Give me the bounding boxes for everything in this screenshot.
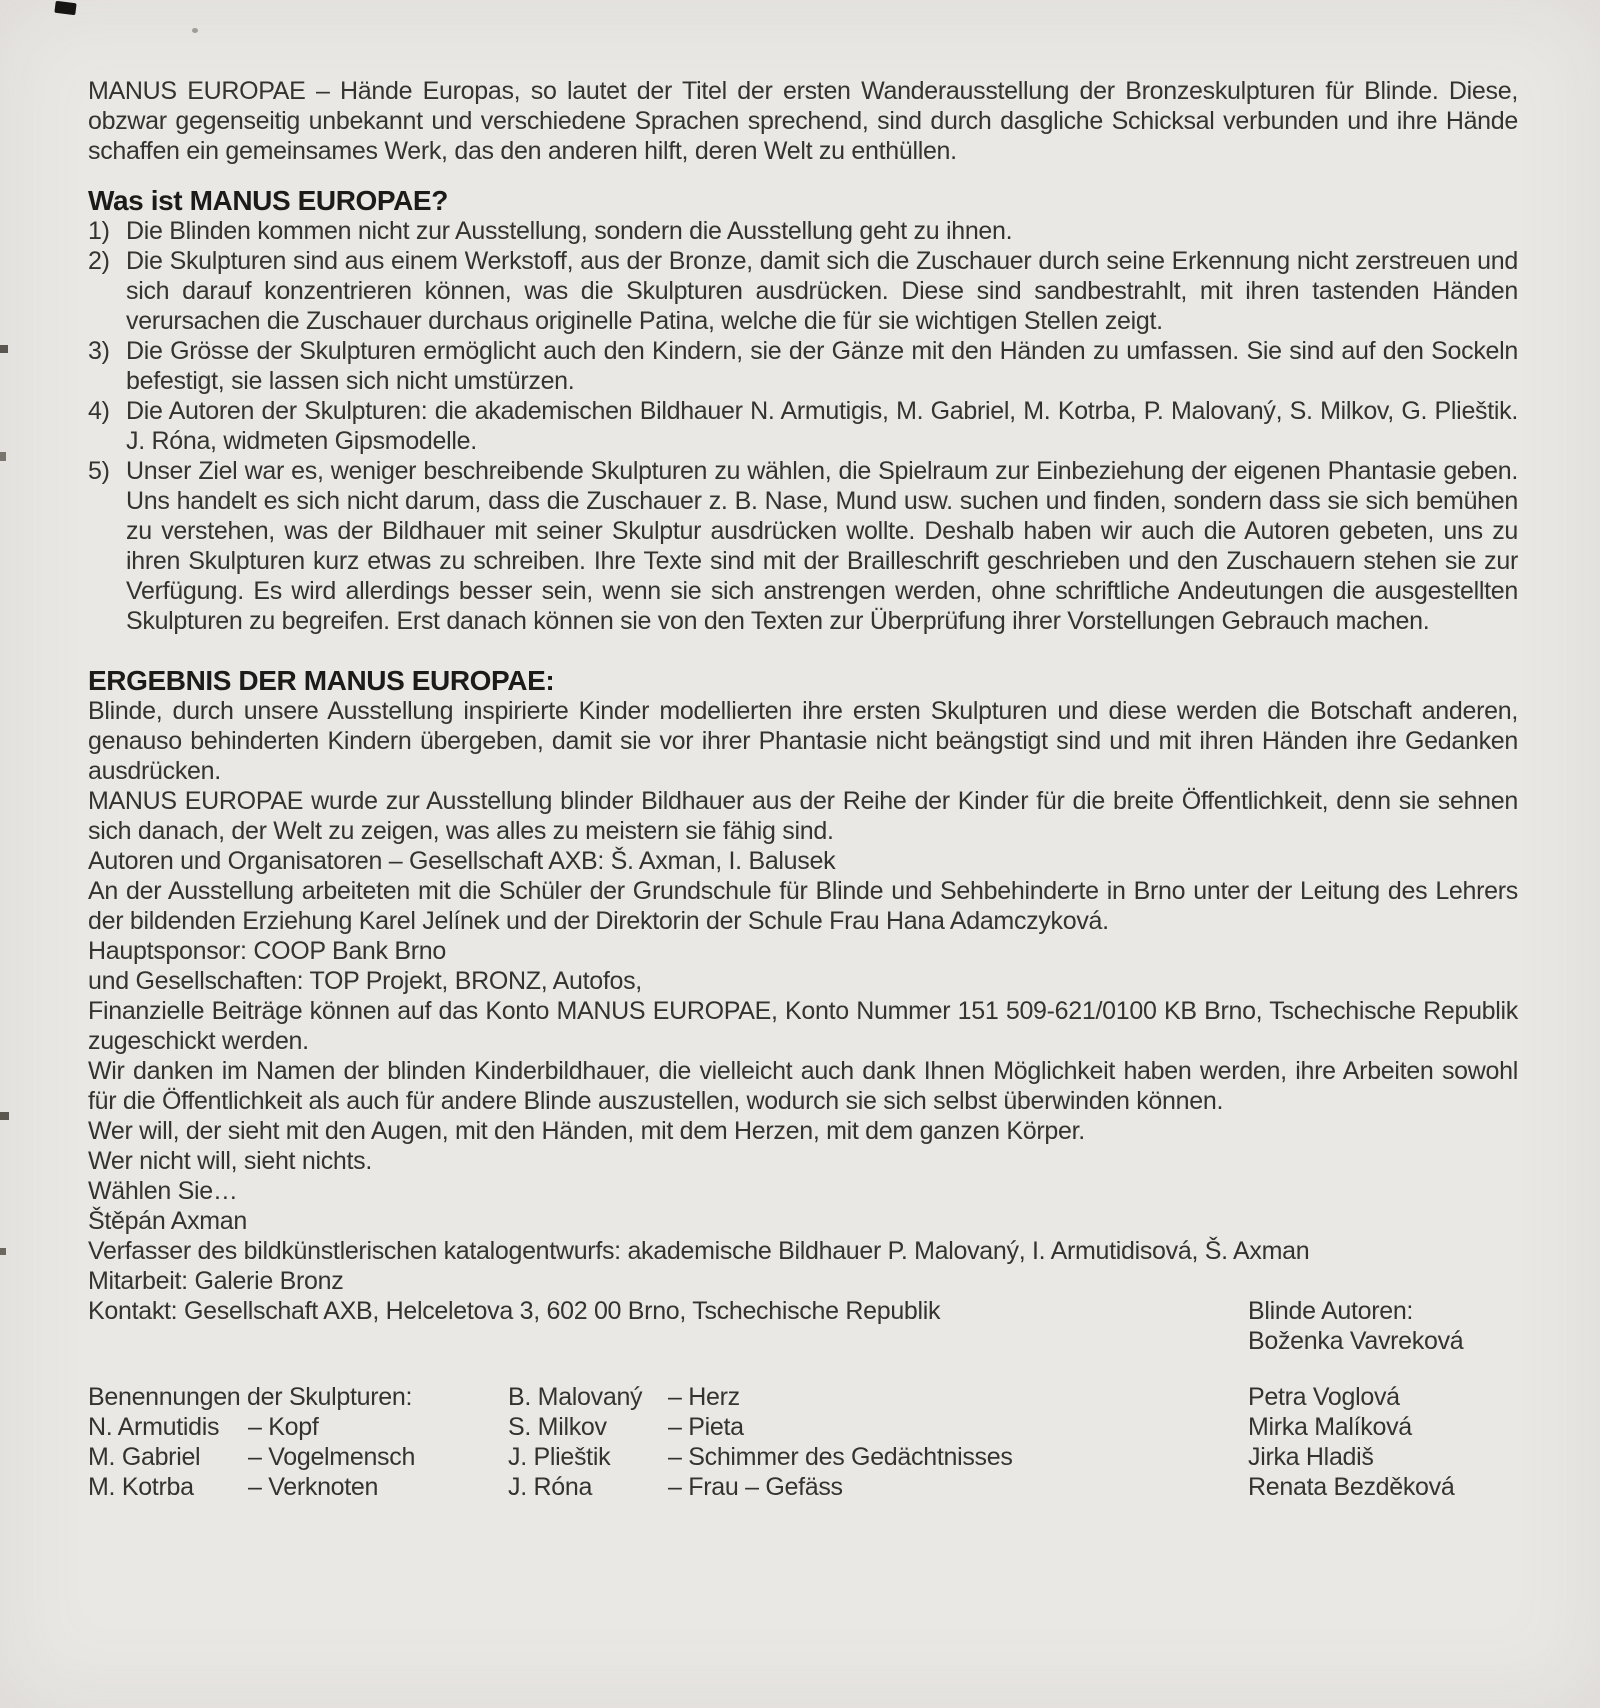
list-item-text: Unser Ziel war es, weniger beschreibende Skulpturen zu wählen, die Spielraum zur Einbeziehung der eigenen Phantasie geben. Uns handelt es sich nicht darum, dass die Zuschauer z. B. Nase, Mund usw. suchen und finden, sondern dass sie sich bemühen zu verstehen, was der Bildhauer mit seiner Skulptur ausdrücken wollte. Deshalb haben wir auch die Autoren gebeten, uns zu ihren Skulpturen kurz etwas zu schreiben. Ihre Texte sind mit der Brailleschrift geschrieben und den Zuschauern stehen sie zur Verfügung. Es wird allerdings besser sein, wenn sie sich anstrengen werden, ohne schriftliche Andeutungen die ausgestellten Skulpturen zu begreifen. Erst danach können sie von den Texten zur Überprüfung ihrer Vorstellungen Gebrauch machen.: [126, 457, 1518, 635]
numbered-list: [88, 216, 1518, 636]
paragraph: MANUS EUROPAE wurde zur Ausstellung blinder Bildhauer aus der Reihe der Kinder für die breite Öffentlichkeit, denn sie sehnen sich danach, der Welt zu zeigen, was alles zu meistern sie fähig sind.: [88, 787, 1518, 845]
list-item-number: 2): [88, 247, 110, 275]
list-item-4: [88, 396, 1518, 456]
paragraph: Verfasser des bildkünstlerischen katalogentwurfs: akademische Bildhauer P. Malovaný, I. Armutidisová, Š. Axman: [88, 1237, 1310, 1265]
paragraph: und Gesellschaften: TOP Projekt, BRONZ, Autofos,: [88, 967, 642, 995]
sculptor-name: N. Armutidis: [88, 1413, 220, 1441]
sculptor-name: B. Malovaný: [508, 1383, 643, 1411]
sculptor-name: M. Gabriel: [88, 1443, 201, 1471]
sculpture-row: [88, 1412, 508, 1442]
sculpture-title: – Frau – Gefäss: [668, 1473, 843, 1501]
list-item-number: 5): [88, 457, 110, 485]
list-item-text: Die Grösse der Skulpturen ermöglicht auch den Kindern, sie der Gänze mit den Händen zu umfassen. Sie sind auf den Sockeln befestigt, sie lassen sich nicht umstürzen.: [126, 337, 1518, 395]
author-name: Mirka Malíková: [1248, 1413, 1412, 1441]
sculpture-title: – Pieta: [668, 1413, 744, 1441]
list-item-number: 3): [88, 337, 110, 365]
list-item-3: [88, 336, 1518, 396]
scan-artifact-speck: [192, 28, 198, 33]
sculpture-title: – Schimmer des Gedächtnisses: [668, 1443, 1013, 1471]
paragraph: Hauptsponsor: COOP Bank Brno: [88, 937, 446, 965]
author-name: Jirka Hladiš: [1248, 1443, 1374, 1471]
list-item-number: 4): [88, 397, 110, 425]
sculptor-name: J. Róna: [508, 1473, 593, 1501]
paragraph: An der Ausstellung arbeiteten mit die Schüler der Grundschule für Blinde und Sehbehinderte in Brno unter der Leitung des Lehrers der bildenden Erziehung Karel Jelínek und der Direktorin der Schule Frau Hana Adamczyková.: [88, 877, 1518, 935]
sculpture-title: – Verknoten: [248, 1473, 379, 1501]
sculpture-row: [88, 1442, 508, 1472]
list-item-5: [88, 456, 1518, 636]
paragraph: Wer will, der sieht mit den Augen, mit den Händen, mit dem Herzen, mit dem ganzen Körper.: [88, 1117, 1085, 1145]
kontakt-line: Kontakt: Gesellschaft AXB, Helceletova 3, 602 00 Brno, Tschechische Republik: [88, 1297, 941, 1325]
intro-paragraph: MANUS EUROPAE – Hände Europas, so lautet der Titel der ersten Wanderausstellung der Bronzeskulpturen für Blinde. Diese, obzwar gegenseitig unbekannt und verschiedene Sprachen sprechend, sind durch dasgliche Schicksal verbunden und ihre Hände schaffen ein gemeinsames Werk, das den anderen hilft, deren Welt zu enthüllen.: [88, 77, 1518, 165]
list-item-text: Die Skulpturen sind aus einem Werkstoff, aus der Bronze, damit sich die Zuschauer durch seine Erkennung nicht zerstreuen und sich darauf konzentrieren können, was die Skulpturen ausdrücken. Diese sind sandbestrahlt, mit ihren tastenden Händen verursachen die Zuschauer durchaus originelle Patina, welche die für sie wichtigen Stellen zeigt.: [126, 247, 1518, 335]
author-name: Boženka Vavreková: [1248, 1327, 1464, 1355]
paragraph: Wer nicht will, sieht nichts.: [88, 1147, 372, 1175]
paragraph: Mitarbeit: Galerie Bronz: [88, 1267, 344, 1295]
list-item-1: [88, 216, 1518, 246]
section-heading-ergebnis: ERGEBNIS DER MANUS EUROPAE:: [88, 665, 555, 696]
paragraph: Blinde, durch unsere Ausstellung inspirierte Kinder modellierten ihre ersten Skulpturen und diese werden die Botschaft anderen, genauso behinderten Kindern übergeben, damit sie vor ihrer Phantasie nicht beängstigt sind und mit ihren Händen ihre Gedanken ausdrücken.: [88, 697, 1518, 785]
list-item-2: [88, 246, 1518, 336]
paragraph: Wählen Sie…: [88, 1177, 238, 1205]
sculpture-title: – Vogelmensch: [248, 1443, 416, 1471]
sculpture-title: – Herz: [668, 1383, 740, 1411]
sculptor-name: J. Plieštik: [508, 1443, 611, 1471]
section-heading-was-ist: Was ist MANUS EUROPAE?: [88, 185, 448, 216]
blinde-autoren-column: [1248, 1296, 1518, 1502]
sculpture-row: [88, 1472, 508, 1502]
paragraph: Wir danken im Namen der blinden Kinderbildhauer, die vielleicht auch dank Ihnen Möglichkeit haben werden, ihre Arbeiten sowohl für die Öffentlichkeit als auch für andere Blinde auszustellen, wodurch sie sich selbst überwinden können.: [88, 1057, 1518, 1115]
list-item-text: Die Autoren der Skulpturen: die akademischen Bildhauer N. Armutigis, M. Gabriel, M. Kotrba, P. Malovaný, S. Milkov, G. Plieštik. J. Róna, widmeten Gipsmodelle.: [126, 397, 1518, 455]
sculpture-table-caption: Benennungen der Skulpturen:: [88, 1383, 413, 1411]
scan-artifact-left-edge-1: [0, 345, 8, 353]
blinde-autoren-heading: Blinde Autoren:: [1248, 1297, 1414, 1325]
author-name: Petra Voglová: [1248, 1383, 1400, 1411]
scan-artifact-top-left: [54, 1, 76, 15]
text-column: [88, 76, 1518, 1502]
author-name: Renata Bezděková: [1248, 1473, 1455, 1501]
list-item-text: Die Blinden kommen nicht zur Ausstellung, sondern die Ausstellung geht zu ihnen.: [126, 217, 1013, 245]
sculptor-name: S. Milkov: [508, 1413, 607, 1441]
scan-artifact-left-edge-3: [0, 1112, 9, 1120]
sculptor-name: M. Kotrba: [88, 1473, 194, 1501]
ergebnis-paragraphs: [88, 696, 1518, 1296]
scan-artifact-left-edge-4: [0, 1248, 6, 1255]
paragraph: Autoren und Organisatoren – Gesellschaft AXB: Š. Axman, I. Balusek: [88, 847, 836, 875]
sculpture-title: – Kopf: [248, 1413, 319, 1441]
paragraph: Finanzielle Beiträge können auf das Konto MANUS EUROPAE, Konto Nummer 151 509-621/0100 KB Brno, Tschechische Republik zugeschickt werden.: [88, 997, 1518, 1055]
list-item-number: 1): [88, 217, 110, 245]
scan-artifact-left-edge-2: [0, 452, 6, 461]
bottom-section: [88, 1296, 1518, 1502]
paragraph: Štěpán Axman: [88, 1207, 248, 1235]
